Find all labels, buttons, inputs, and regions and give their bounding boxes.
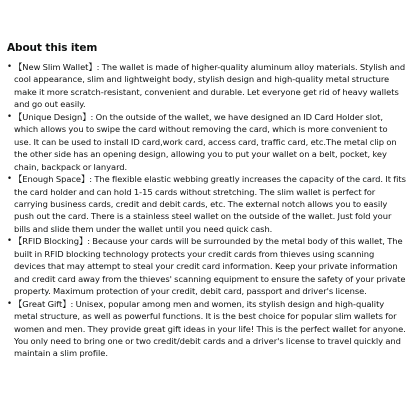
bullet-new-slim-wallet: • 【New Slim Wallet】: The wallet is made of higher-quality aluminum alloy materials. Stylish and cool appearance, slim and lightweight body, stylish design and high-quality metal structure make it more scratch-resistant, convenient and durable. Let everyone get rid of heavy wallets and go out easily. — [7, 61, 407, 111]
bullet-great-gift: • 【Great Gift】: Unisex, popular among men and women, its stylish design and high-quality metal structure, as well as powerful functions. It is the best choice for popular slim wallets for women and men. They provide great gift ideas in your life! This is the perfect wallet for anyone. You only need to bring one or two credit/debit cards and a driver's license to travel quickly and maintain a slim profile. — [7, 298, 407, 360]
bullet-enough-space: • 【Enough Space】: The flexible elastic webbing greatly increases the capacity of the card. It fits the card holder and can hold 1-15 cards without stretching. The slim wallet is perfect for carrying business cards, credit and debit cards, etc. The external notch allows you to easily push out the card. There is a stainless steel wallet on the outside of the wallet. Just fold your bills and slide them under the wallet until you need quick cash. — [7, 173, 407, 235]
feature-bullet-list — [7, 61, 407, 360]
bullet-unique-design: • 【Unique Design】: On the outside of the wallet, we have designed an ID Card Holder slot, which allows you to swipe the card without removing the card, which is more convenient to use. It can be used to install ID card,work card, access card, traffic card, etc.The metal clip on the other side has an opening design, allowing you to put your wallet on a belt, pocket, key chain, backpack or lanyard. — [7, 111, 407, 173]
bullet-rfid-blocking: • 【RFID Blocking】: Because your cards will be surrounded by the metal body of this wallet, The built in RFID blocking technology protects your credit cards from thieves using scanning devices that may attempt to steal your credit card information. Keep your private information and credit card away from the thieves' scanning equipment to ensure the safety of your private property. Maximum protection of your credit, debit card, passport and driver's license. — [7, 235, 407, 297]
section-title: About this item — [7, 42, 98, 54]
